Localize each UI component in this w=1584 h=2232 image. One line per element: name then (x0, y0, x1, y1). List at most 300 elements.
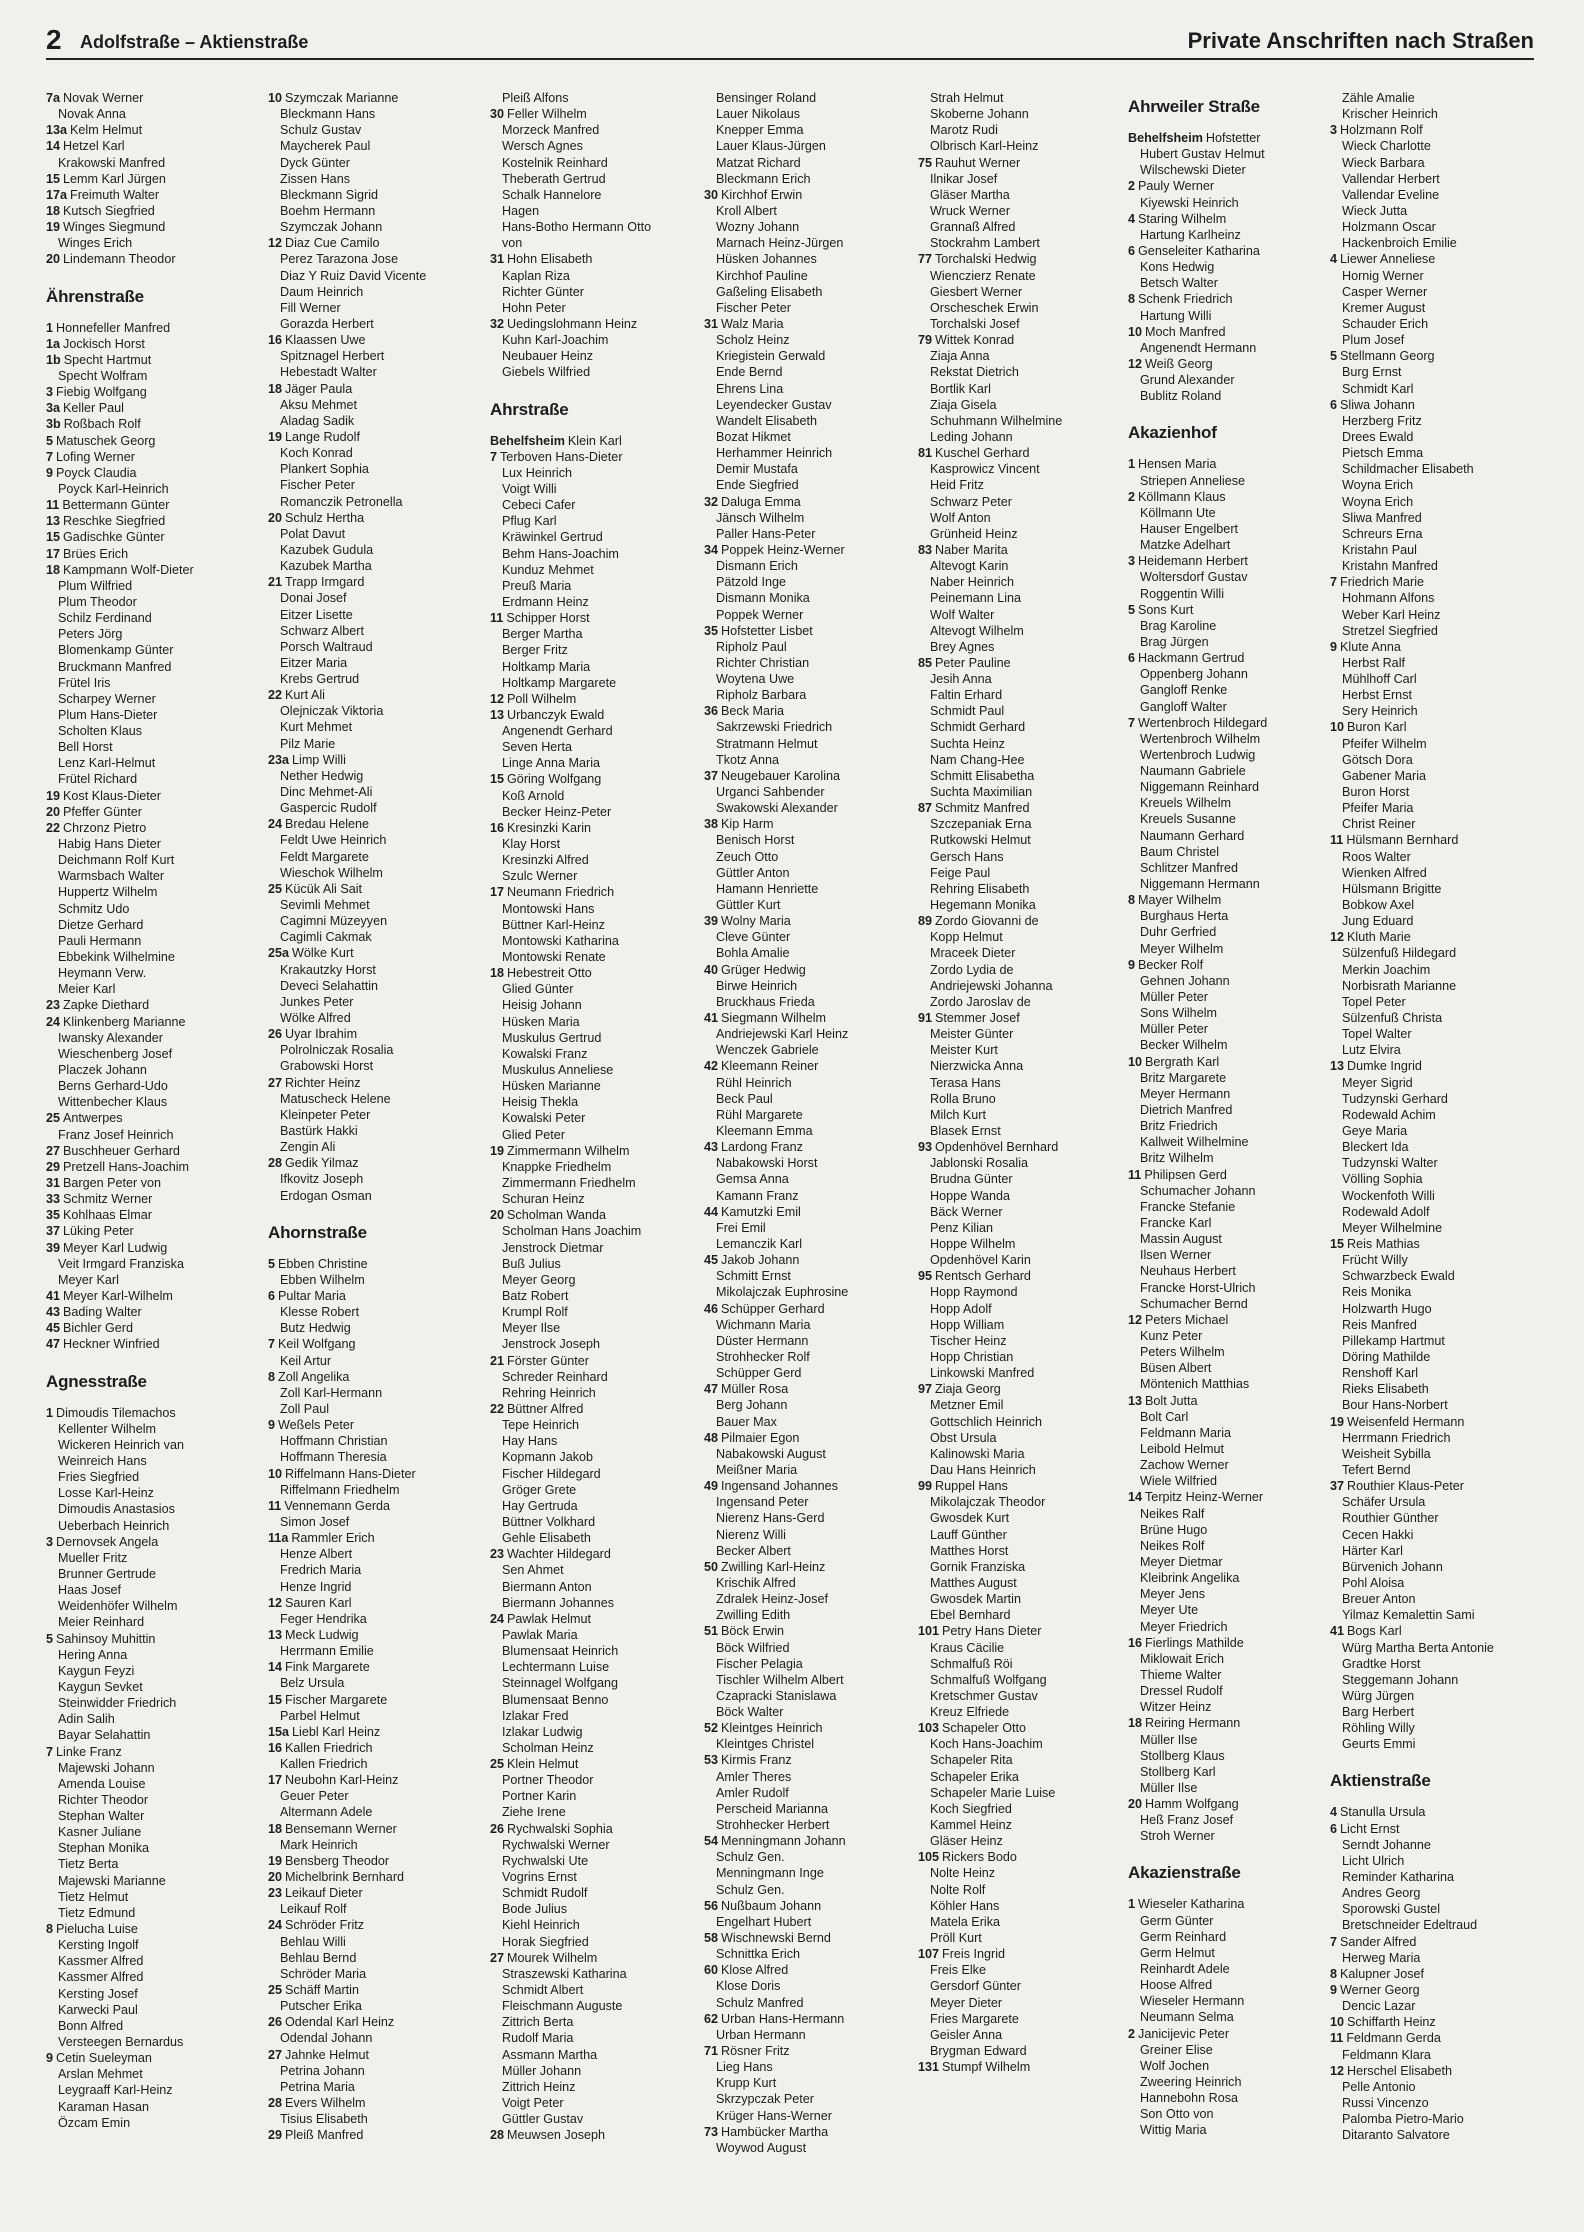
resident-entry (268, 1869, 478, 1885)
resident-entry (1330, 413, 1540, 429)
resident-entry (490, 1514, 700, 1530)
resident-entry (918, 494, 1128, 510)
resident-name: Härter Karl (1342, 1543, 1403, 1558)
resident-entry (490, 755, 700, 771)
resident-name: Neikes Rolf (1140, 1538, 1205, 1553)
resident-entry (1330, 1591, 1540, 1607)
house-number: 9 (46, 2051, 54, 2066)
resident-name: Matzat Richard (716, 155, 801, 170)
resident-name: Palomba Pietro-Mario (1342, 2112, 1464, 2127)
resident-name: Roos Walter (1342, 849, 1411, 864)
resident-name: Schenk Friedrich (1138, 292, 1233, 307)
resident-name: Rammler Erich (291, 1531, 375, 1546)
resident-name: Schapeler Erika (930, 1769, 1019, 1784)
resident-entry (918, 1785, 1128, 1801)
resident-entry (268, 655, 478, 671)
directory-column (704, 90, 914, 2220)
resident-name: Grund Alexander (1140, 373, 1235, 388)
resident-name: Bozat Hikmet (716, 429, 791, 444)
resident-entry (268, 816, 478, 832)
resident-name: Schmidt Rudolf (502, 1886, 588, 1901)
resident-entry (46, 675, 256, 691)
resident-name: Wolf Walter (930, 607, 995, 622)
resident-name: Angenendt Gerhard (502, 724, 613, 739)
resident-entry (1330, 1494, 1540, 1510)
resident-entry (490, 332, 700, 348)
resident-name: Heisig Thekla (502, 1095, 579, 1110)
resident-name: Jung Eduard (1342, 914, 1414, 929)
resident-name: Müller Johann (502, 2063, 582, 2078)
resident-entry (268, 962, 478, 978)
resident-entry (1128, 989, 1338, 1005)
resident-name: Zittrich Berta (502, 2015, 574, 2030)
resident-entry (268, 800, 478, 816)
resident-entry (704, 1575, 914, 1591)
resident-entry (1128, 811, 1338, 827)
resident-entry (268, 219, 478, 235)
resident-name: Routhier Klaus-Peter (1347, 1479, 1464, 1494)
resident-name: Ebel Bernhard (930, 1608, 1011, 1623)
house-number: 17 (268, 1773, 283, 1788)
resident-name: Strah Helmut (930, 91, 1004, 105)
house-number: 1 (1128, 1897, 1136, 1912)
resident-name: Wölke Kurt (292, 946, 354, 961)
resident-entry (1128, 1602, 1338, 1618)
house-number: 5 (46, 1631, 54, 1646)
resident-entry (1330, 1365, 1540, 1381)
resident-name: Blomenkamp Günter (58, 643, 174, 658)
resident-name: Röhling Willy (1342, 1721, 1415, 1736)
resident-name: Steinnagel Wolfgang (502, 1676, 618, 1691)
resident-entry (1128, 634, 1338, 650)
house-number: 25 (268, 1983, 283, 1998)
resident-entry (268, 1530, 478, 1546)
house-number: 2 (1128, 179, 1136, 194)
resident-name: Wieck Charlotte (1342, 139, 1431, 154)
resident-name: Wittig Maria (1140, 2123, 1207, 2138)
resident-name: Feldmann Maria (1140, 1425, 1231, 1440)
resident-name: Hoppe Wanda (930, 1188, 1011, 1203)
house-number: 13 (1330, 1059, 1345, 1074)
house-number: 52 (704, 1721, 719, 1736)
resident-name: Giebels Wilfried (502, 365, 591, 380)
resident-entry (1128, 146, 1338, 162)
resident-name: Britz Friedrich (1140, 1119, 1218, 1134)
resident-name: Hartung Karlheinz (1140, 227, 1241, 242)
resident-entry (1128, 1473, 1338, 1489)
resident-entry (268, 2014, 478, 2030)
resident-name: Möntenich Matthias (1140, 1377, 1250, 1392)
resident-name: Schäff Martin (285, 1983, 359, 1998)
resident-entry (46, 1808, 256, 1824)
resident-name: Jahnke Helmut (285, 2047, 370, 2062)
resident-entry (918, 445, 1128, 461)
resident-name: Stockrahm Lambert (930, 236, 1040, 251)
resident-name: Altevogt Karin (930, 559, 1009, 574)
resident-name: Meyer Hermann (1140, 1086, 1231, 1101)
resident-name: Stollberg Karl (1140, 1764, 1216, 1779)
resident-name: Kelm Helmut (70, 123, 143, 138)
resident-entry (46, 1256, 256, 1272)
house-number: 43 (704, 1140, 719, 1155)
resident-name: Schmitt Elisabetha (930, 768, 1035, 783)
resident-name: Poyck Karl-Heinrich (58, 481, 169, 496)
house-number: 49 (704, 1479, 719, 1494)
resident-entry (1128, 1360, 1338, 1376)
resident-entry (490, 497, 700, 513)
house-number: 25 (46, 1111, 61, 1126)
resident-entry (1330, 1430, 1540, 1446)
resident-entry (490, 1207, 700, 1223)
resident-entry (46, 1856, 256, 1872)
resident-name: Rieks Elisabeth (1342, 1382, 1429, 1397)
resident-entry (704, 1591, 914, 1607)
resident-entry (490, 2063, 700, 2079)
resident-name: Stollberg Klaus (1140, 1748, 1225, 1763)
resident-name: Sevimli Mehmet (280, 898, 370, 913)
resident-entry (268, 2095, 478, 2111)
resident-entry (46, 659, 256, 675)
house-number: 31 (490, 252, 505, 267)
resident-entry (1330, 913, 1540, 929)
resident-entry (46, 1986, 256, 2002)
resident-entry (918, 1236, 1128, 1252)
resident-name: Wittek Konrad (935, 333, 1015, 348)
resident-name: Siegmann Wilhelm (721, 1011, 827, 1026)
resident-name: Meyer Sigrid (1342, 1075, 1413, 1090)
resident-entry (46, 2099, 256, 2115)
resident-entry (268, 1853, 478, 1869)
resident-name: Stanulla Ursula (1340, 1805, 1426, 1820)
resident-entry (918, 138, 1128, 154)
resident-name: Brunner Gertrude (58, 1566, 157, 1581)
resident-name: Leding Johann (930, 429, 1013, 444)
resident-name: Paller Hans-Peter (716, 526, 816, 541)
resident-entry (268, 574, 478, 590)
resident-entry (704, 1962, 914, 1978)
house-number: 14 (1128, 1490, 1143, 1505)
resident-entry (1330, 381, 1540, 397)
resident-name: Nether Hedwig (280, 768, 364, 783)
resident-name: Fischer Margarete (285, 1692, 388, 1707)
resident-entry (1330, 1155, 1540, 1171)
resident-name: Jesih Anna (930, 672, 992, 687)
resident-name: Krebs Gertrud (280, 672, 360, 687)
resident-entry (918, 1446, 1128, 1462)
resident-entry (46, 1776, 256, 1792)
resident-name: Stellmann Georg (1340, 349, 1435, 364)
resident-name: Göring Wolfgang (507, 772, 602, 787)
resident-entry (1330, 1462, 1540, 1478)
resident-name: Betsch Walter (1140, 276, 1218, 291)
resident-name: Hauser Engelbert (1140, 521, 1239, 536)
resident-name: Klinkenberg Marianne (63, 1014, 186, 1029)
street-heading: Akazienstraße (1128, 1863, 1241, 1883)
house-number: 77 (918, 252, 933, 267)
house-number: 46 (704, 1301, 719, 1316)
resident-name: Tischer Heinz (930, 1333, 1007, 1348)
resident-entry (46, 122, 256, 138)
resident-name: Kutsch Siegfried (63, 203, 155, 218)
resident-name: Dernovsek Angela (56, 1534, 159, 1549)
resident-entry (704, 1091, 914, 1107)
resident-name: Karwecki Paul (58, 2002, 138, 2017)
house-number: 23 (268, 1886, 283, 1901)
resident-name: Hensen Maria (1138, 457, 1217, 472)
resident-name: Scholman Hans Joachim (502, 1224, 642, 1239)
resident-entry (918, 1946, 1128, 1962)
resident-name: Liebl Karl Heinz (292, 1724, 381, 1739)
resident-name: Szczepaniak Erna (930, 817, 1032, 832)
resident-entry (1128, 860, 1338, 876)
resident-entry (704, 1656, 914, 1672)
resident-name: Demir Mustafa (716, 462, 798, 477)
resident-entry (1128, 795, 1338, 811)
resident-name: Olejniczak Viktoria (280, 704, 384, 719)
resident-name: Schulz Gustav (280, 123, 362, 138)
resident-entry (1330, 284, 1540, 300)
resident-name: Mraceek Dieter (930, 946, 1016, 961)
resident-entry (1330, 1704, 1540, 1720)
resident-entry (1128, 844, 1338, 860)
resident-name: Feige Paul (930, 865, 991, 880)
house-number: 36 (704, 704, 719, 719)
resident-name: Ebbekink Wilhelmine (58, 950, 175, 965)
resident-name: Tkotz Anna (716, 752, 780, 767)
resident-entry (704, 1914, 914, 1930)
resident-entry (918, 1349, 1128, 1365)
resident-entry (1128, 521, 1338, 537)
resident-name: Voigt Willi (502, 481, 557, 496)
resident-entry (1128, 699, 1338, 715)
resident-entry (704, 1736, 914, 1752)
resident-entry (268, 623, 478, 639)
resident-entry (704, 1333, 914, 1349)
resident-entry (46, 1889, 256, 1905)
resident-name: Matthes August (930, 1575, 1017, 1590)
house-number: 1b (46, 352, 61, 367)
resident-entry (918, 655, 1128, 671)
house-number: 31 (46, 1176, 61, 1190)
resident-name: Brag Jürgen (1140, 634, 1209, 649)
resident-entry (490, 251, 700, 267)
resident-entry (918, 1058, 1128, 1074)
resident-entry (918, 639, 1128, 655)
house-number: 4 (1128, 211, 1136, 226)
resident-entry (46, 1175, 256, 1191)
resident-entry (1330, 768, 1540, 784)
resident-entry (268, 1804, 478, 1820)
resident-entry (704, 1801, 914, 1817)
house-number: 26 (490, 1821, 505, 1836)
resident-entry (918, 703, 1128, 719)
resident-entry (1330, 1885, 1540, 1901)
resident-entry (46, 949, 256, 965)
resident-name: Izlakar Ludwig (502, 1724, 583, 1739)
resident-name: Becker Heinz-Peter (502, 804, 612, 819)
resident-entry (1330, 1917, 1540, 1933)
resident-name: Wruck Werner (930, 203, 1011, 218)
resident-entry (46, 529, 256, 545)
resident-name: Hamann Henriette (716, 881, 819, 896)
resident-name: Zimmermann Friedhelm (502, 1176, 636, 1190)
resident-name: Wieschok Wilhelm (280, 865, 383, 880)
resident-entry (704, 736, 914, 752)
resident-name: Rodewald Achim (1342, 1107, 1436, 1122)
resident-name: Lindemann Theodor (63, 252, 176, 267)
resident-entry (46, 1272, 256, 1288)
resident-name: Topel Walter (1342, 1027, 1412, 1042)
house-number: 24 (490, 1611, 505, 1626)
resident-name: Neumann Friedrich (507, 885, 615, 900)
house-number: 47 (46, 1337, 61, 1352)
resident-entry (490, 1740, 700, 1756)
resident-name: Kallen Friedrich (285, 1740, 373, 1755)
resident-entry (704, 719, 914, 735)
resident-entry (46, 1873, 256, 1889)
resident-name: Kalinowski Maria (930, 1446, 1025, 1461)
resident-entry (1128, 569, 1338, 585)
resident-entry (1330, 106, 1540, 122)
resident-entry (704, 187, 914, 203)
resident-name: Genseleiter Katharina (1138, 243, 1260, 258)
resident-entry (46, 384, 256, 400)
resident-name: Fierlings Mathilde (1145, 1635, 1244, 1650)
resident-name: Neikes Ralf (1140, 1506, 1205, 1521)
resident-name: Theberath Gertrud (502, 171, 606, 186)
resident-entry (1330, 268, 1540, 284)
resident-entry (1330, 1720, 1540, 1736)
resident-entry (46, 1453, 256, 1469)
resident-name: Koch Hans-Joachim (930, 1737, 1043, 1752)
resident-entry (268, 1466, 478, 1482)
resident-entry (268, 671, 478, 687)
resident-entry (490, 1094, 700, 1110)
resident-name: Rentsch Gerhard (935, 1269, 1031, 1284)
resident-entry (1330, 1640, 1540, 1656)
resident-entry (268, 1304, 478, 1320)
house-number: 27 (268, 2047, 283, 2062)
resident-entry (704, 2011, 914, 2027)
resident-name: Rychwalski Sophia (507, 1821, 613, 1836)
house-number: 5 (1128, 602, 1136, 617)
resident-name: Schulz Gen. (716, 1882, 785, 1897)
resident-entry (268, 1579, 478, 1595)
resident-name: Glied Günter (502, 982, 574, 997)
house-number: 16 (268, 333, 283, 348)
resident-name: Freimuth Walter (70, 187, 160, 202)
resident-name: Cagimli Cakmak (280, 930, 372, 945)
resident-name: Licht Ulrich (1342, 1853, 1405, 1868)
resident-name: Kräwinkel Gertrud (502, 530, 603, 545)
resident-name: Nierenz Hans-Gerd (716, 1511, 825, 1526)
resident-entry (704, 1414, 914, 1430)
resident-entry (1128, 1231, 1338, 1247)
resident-name: Peters Jörg (58, 627, 123, 642)
resident-entry (46, 1614, 256, 1630)
resident-name: Zwilling Karl-Heinz (721, 1559, 826, 1574)
resident-name: Kleinpeter Peter (280, 1107, 371, 1122)
resident-name: Hackmann Gertrud (1138, 651, 1245, 666)
resident-entry (918, 1171, 1128, 1187)
resident-name: Schmalfuß Röi (930, 1656, 1013, 1671)
resident-entry (46, 1304, 256, 1320)
resident-entry (268, 429, 478, 445)
resident-name: Morzeck Manfred (502, 123, 600, 138)
directory-column (46, 90, 256, 2220)
resident-entry (1128, 1102, 1338, 1118)
resident-name: Klein Helmut (507, 1757, 579, 1772)
resident-entry (1330, 1527, 1540, 1543)
resident-entry (490, 138, 700, 154)
resident-name: Batz Robert (502, 1288, 569, 1303)
resident-name: Blumensaat Heinrich (502, 1644, 619, 1659)
resident-name: Menningmann Inge (716, 1866, 824, 1881)
resident-name: Kreuels Susanne (1140, 812, 1236, 827)
resident-entry (46, 1711, 256, 1727)
resident-entry (268, 171, 478, 187)
resident-name: Güttler Gustav (502, 2112, 584, 2127)
resident-name: Francke Karl (1140, 1216, 1212, 1230)
resident-name: Angenendt Hermann (1140, 340, 1257, 355)
resident-name: Gläser Martha (930, 187, 1010, 202)
resident-name: Mühlhoff Carl (1342, 672, 1417, 687)
resident-entry (918, 1317, 1128, 1333)
resident-entry (268, 1708, 478, 1724)
resident-name: Sander Alfred (1340, 1934, 1417, 1949)
resident-name: Milch Kurt (930, 1107, 986, 1122)
resident-name: Renshoff Karl (1342, 1366, 1419, 1381)
resident-name: Büttner Alfred (507, 1401, 584, 1416)
resident-entry (704, 752, 914, 768)
resident-entry (1330, 477, 1540, 493)
resident-entry (490, 1950, 700, 1966)
resident-name: Krakautzky Horst (280, 962, 376, 977)
resident-entry (490, 1885, 700, 1901)
resident-entry (268, 1385, 478, 1401)
resident-entry (1128, 2122, 1338, 2138)
resident-entry (268, 348, 478, 364)
resident-entry (490, 1579, 700, 1595)
resident-entry (268, 1966, 478, 1982)
house-number: 6 (268, 1288, 276, 1303)
resident-entry (1330, 235, 1540, 251)
resident-entry (704, 203, 914, 219)
resident-name: Gehle Elisabeth (502, 1531, 591, 1546)
resident-name: Pfeifer Maria (1342, 801, 1414, 816)
resident-name: Amenda Louise (58, 1776, 146, 1791)
resident-name: Brag Karoline (1140, 618, 1217, 633)
resident-name: Bohla Amalie (716, 946, 790, 961)
resident-entry (704, 106, 914, 122)
resident-entry (46, 155, 256, 171)
resident-entry (268, 2047, 478, 2063)
resident-entry (918, 962, 1128, 978)
resident-name: Simon Josef (280, 1514, 350, 1529)
resident-entry (490, 1708, 700, 1724)
resident-name: Klose Alfred (721, 1963, 789, 1978)
resident-name: Gläser Heinz (930, 1834, 1003, 1849)
house-number: 4 (1330, 1805, 1338, 1820)
resident-entry (1128, 1812, 1338, 1828)
resident-entry (46, 1518, 256, 1534)
resident-entry (918, 719, 1128, 735)
resident-name: Ilnikar Josef (930, 171, 998, 186)
resident-entry (490, 1901, 700, 1917)
resident-name: Jockisch Horst (63, 336, 145, 351)
resident-entry (1128, 1961, 1338, 1977)
resident-name: Kretschmer Gustav (930, 1688, 1038, 1703)
